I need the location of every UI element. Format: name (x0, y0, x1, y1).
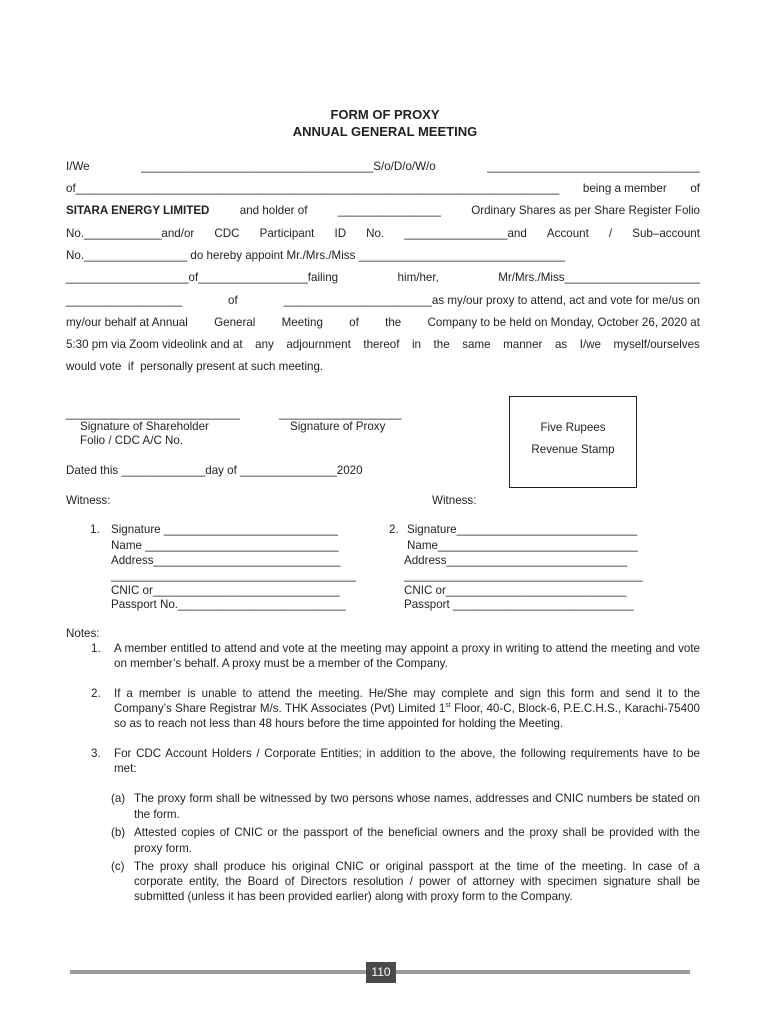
body-text: ___________________of_________________failing (66, 271, 339, 284)
witness-2-label: Witness: (432, 494, 477, 507)
witness-1-signature: Signature ___________________________ (111, 523, 338, 536)
body-line-9 (66, 339, 700, 351)
note-2-text-a: If a member is unable to attend the meeting. He/She may complete and sign this form and send it to the Company’s Share Registrar M/s. THK Associates (Pvt) Limited 1 (114, 687, 700, 715)
body-text: I/we (579, 338, 601, 351)
form-title: FORM OF PROXY (330, 107, 440, 122)
body-text: I/We (66, 160, 90, 173)
body-line-2 (66, 183, 700, 195)
note-3c-text: The proxy shall produce his original CNIC or original passport at the time of the meeting. In case of a corporate entity, the Board of Directors resolution / power of attorney with specimen signature shall be submitted (unless it has been provided earlier) along with proxy form to the Company. (134, 860, 700, 903)
body-text: No.____________and/or (66, 227, 195, 240)
witness-2-name: Name_______________________________ (407, 539, 638, 552)
body-text: ________________ (337, 204, 441, 217)
note-3b-text: Attested copies of CNIC or the passport of the beneficial owners and the proxy shall be provided with the proxy form. (134, 826, 700, 855)
witness-1-number: 1. (90, 523, 100, 536)
form-subtitle: ANNUAL GENERAL MEETING (292, 124, 478, 139)
note-3a-text: The proxy form shall be witnessed by two persons whose names, addresses and CNIC numbers be stated on the form. (134, 792, 700, 821)
body-text: and holder of (239, 204, 308, 217)
body-text: Participant (259, 227, 315, 240)
note-3-text: For CDC Account Holders / Corporate Entities; in addition to the above, the following requirements have to be met: (114, 747, 700, 775)
witness-2-number: 2. (389, 523, 399, 536)
body-text: Ordinary Shares as per Share Register Folio (471, 204, 700, 217)
body-text: adjournment (286, 338, 351, 351)
body-line-10: would vote if personally present at such meeting. (66, 360, 324, 373)
note-2-number: 2. (91, 687, 101, 700)
page-number: 110 (366, 962, 396, 983)
note-3c-label: (c) (111, 860, 125, 873)
body-text: myself/ourselves (613, 338, 700, 351)
body-text: Company to be held on Monday, October 26, 2020 at (427, 316, 700, 329)
body-text: of___________________________________________________________________________ (66, 182, 560, 195)
body-text: in (411, 338, 422, 351)
stamp-text-1: Five Rupees (540, 421, 606, 434)
body-text: Meeting (281, 316, 323, 329)
shareholder-signature-line: ___________________________ (66, 407, 241, 420)
body-line-8 (66, 317, 700, 329)
body-text: manner (503, 338, 543, 351)
body-text: __________________ (66, 294, 183, 307)
note-1-text: A member entitled to attend and vote at the meeting may appoint a proxy in writing to attend the meeting and vote on member’s behalf. A proxy must be a member of the Company. (114, 642, 700, 670)
body-text: thereof (363, 338, 400, 351)
body-text: as (554, 338, 568, 351)
witness-1-address: Address_____________________________ (111, 554, 341, 567)
body-text: Mr/Mrs./Miss_____________________ (498, 271, 700, 284)
body-text: my/our behalf at Annual (66, 316, 188, 329)
note-2-superscript: st (445, 702, 451, 710)
witness-2-address: Address____________________________ (404, 554, 628, 567)
body-text: the (385, 316, 402, 329)
body-text: / (608, 227, 613, 240)
body-line-1 (66, 161, 700, 173)
body-text: General (214, 316, 256, 329)
note-2-text (114, 686, 700, 731)
body-text: 5:30 pm via Zoom videolink and at (66, 338, 243, 351)
proxy-signature-label: Signature of Proxy (290, 420, 386, 433)
body-text: same (462, 338, 491, 351)
shareholder-signature-label: Signature of Shareholder (80, 420, 209, 433)
body-text: of (690, 182, 700, 195)
note-3b-label: (b) (111, 826, 126, 839)
body-text: the (433, 338, 450, 351)
note-2-text-b: Floor, 40-C, Block-6, P.E.C.H.S., Karachi-75400 so as to reach not less than 48 hours before the time appointed for holding the Meeting. (114, 702, 700, 730)
stamp-text-2: Revenue Stamp (531, 443, 615, 456)
body-line-3 (66, 205, 700, 217)
body-line-7 (66, 295, 700, 307)
witness-2-cnic: CNIC or____________________________ (404, 584, 627, 597)
witness-1-cnic: CNIC or_____________________________ (111, 584, 340, 597)
note-3a-label: (a) (111, 792, 126, 805)
footer-bar-left (70, 970, 366, 974)
witness-1-label: Witness: (66, 494, 111, 507)
witness-1-name: Name ______________________________ (111, 539, 339, 552)
witness-1-passport: Passport No.__________________________ (111, 598, 346, 611)
folio-label: Folio / CDC A/C No. (80, 434, 184, 447)
witness-2-address-blank: _____________________________________ (404, 569, 643, 582)
note-3-number: 3. (91, 747, 101, 760)
body-text: CDC (214, 227, 240, 240)
body-text: of (228, 294, 238, 307)
proxy-signature-line: ___________________ (279, 407, 402, 420)
notes-heading: Notes: (66, 627, 100, 640)
body-text: No. (366, 227, 385, 240)
body-text: _________________________________ (487, 160, 700, 173)
body-line-4 (66, 228, 700, 240)
body-text: ID (334, 227, 347, 240)
revenue-stamp-box (509, 396, 637, 488)
body-text: Sub–account (632, 227, 700, 240)
witness-1-address-blank: ______________________________________ (111, 569, 357, 582)
witness-2-passport: Passport ____________________________ (404, 598, 634, 611)
body-line-5: No.________________ do hereby appoint Mr./Mrs./Miss ________________________________ (66, 249, 565, 262)
body-text: ____________________________________S/o/D/o/W/o (141, 160, 436, 173)
body-line-6 (66, 272, 700, 284)
company-name: SITARA ENERGY LIMITED (66, 204, 210, 217)
body-text: any (255, 338, 274, 351)
witness-2-signature: Signature____________________________ (407, 523, 638, 536)
footer-bar-right (396, 970, 690, 974)
body-text: of (349, 316, 359, 329)
body-text: him/her, (397, 271, 439, 284)
body-text: being a member (582, 182, 667, 195)
note-1-number: 1. (91, 642, 101, 655)
dated-line: Dated this _____________day of _______________2020 (66, 464, 363, 477)
body-text: Account (546, 227, 589, 240)
body-text: ________________and (404, 227, 527, 240)
body-text: _______________________as my/our proxy to attend, act and vote for me/us on (283, 294, 700, 307)
